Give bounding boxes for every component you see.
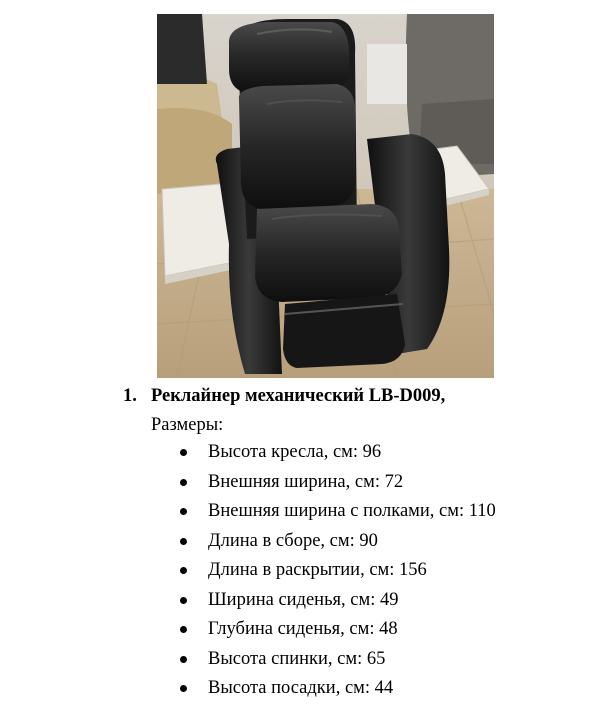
bullet-icon <box>180 479 187 486</box>
spec-item <box>180 676 496 706</box>
product-heading <box>123 384 445 408</box>
spec-text: Высота кресла, см: 96 <box>208 442 382 462</box>
spec-item <box>180 588 496 618</box>
bullet-icon <box>180 567 187 574</box>
spec-text: Внешняя ширина, см: 72 <box>208 471 404 492</box>
spec-text: Длина в раскрытии, см: 156 <box>208 560 427 580</box>
dimensions-label: Размеры: <box>151 415 224 435</box>
list-number: 1. <box>123 386 137 406</box>
bullet-icon <box>180 538 187 545</box>
bullet-icon <box>180 626 187 633</box>
spec-item <box>180 617 496 647</box>
spec-item <box>180 440 496 470</box>
spec-item <box>180 499 496 529</box>
spec-text: Высота спинки, см: 65 <box>208 648 386 669</box>
specs-list <box>180 440 496 706</box>
spec-item <box>180 529 496 559</box>
bullet-icon <box>180 449 187 456</box>
spec-text: Длина в сборе, см: 90 <box>208 530 378 551</box>
bullet-icon <box>180 685 187 692</box>
spec-text: Высота посадки, см: 44 <box>208 678 394 698</box>
product-photo <box>157 14 494 378</box>
product-title: Реклайнер механический LB-D009, <box>151 386 446 406</box>
recliner-image <box>157 14 494 378</box>
bullet-icon <box>180 597 187 604</box>
spec-text: Ширина сиденья, см: 49 <box>208 589 399 610</box>
spec-text: Внешняя ширина с полками, см: 110 <box>208 501 496 521</box>
spec-item <box>180 470 496 500</box>
spec-text: Глубина сиденья, см: 48 <box>208 619 398 639</box>
bullet-icon <box>180 508 187 515</box>
bullet-icon <box>180 656 187 663</box>
spec-item <box>180 647 496 677</box>
spec-item <box>180 558 496 588</box>
